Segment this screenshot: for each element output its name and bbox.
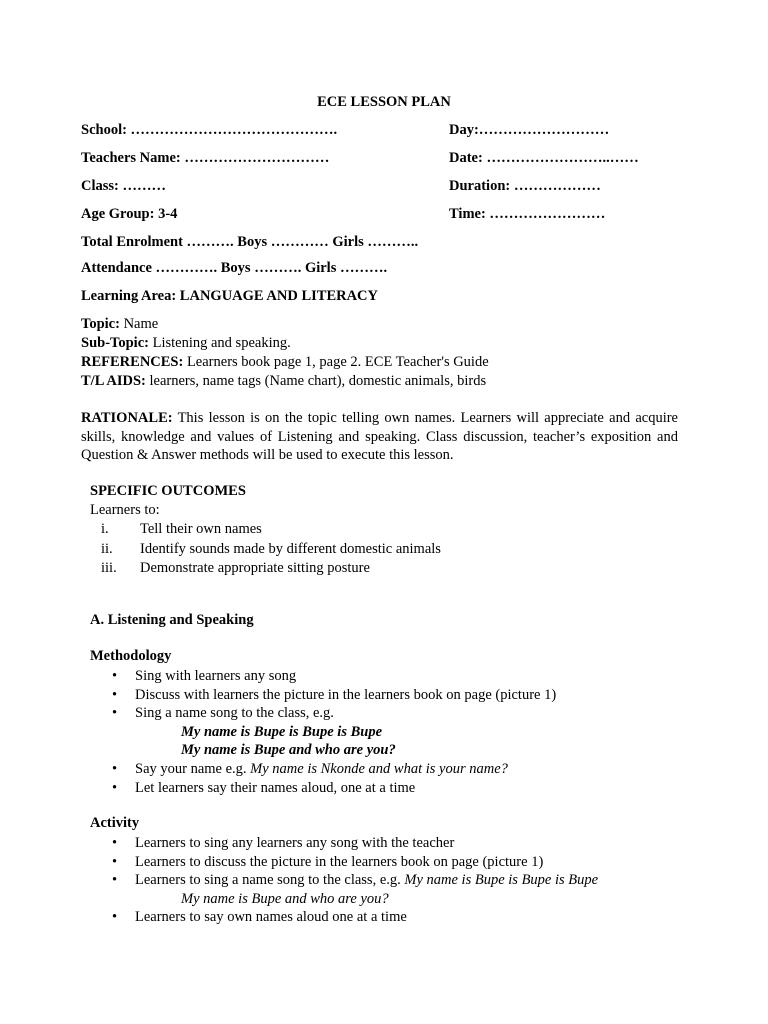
- list-number: i.: [101, 521, 109, 538]
- bullet: •: [112, 668, 118, 684]
- tl-aids-line: [81, 372, 678, 391]
- list-item: [90, 667, 710, 686]
- list-item-text: Learners to discuss the picture in the learners book on page (picture 1): [135, 853, 544, 870]
- methodology-heading: Methodology: [90, 648, 172, 664]
- subtopic-label: Sub-Topic:: [81, 335, 149, 351]
- school-field: School: …………………………………….: [81, 122, 338, 138]
- list-item-text: Tell their own names: [140, 521, 262, 538]
- list-item: [90, 704, 710, 723]
- list-item: [90, 686, 710, 705]
- list-item: [90, 779, 710, 798]
- bullet: •: [112, 760, 118, 777]
- bullet: •: [112, 705, 118, 722]
- topic-line: [81, 315, 678, 334]
- bullet: •: [112, 835, 118, 851]
- bullet: •: [112, 686, 118, 703]
- list-item-text: Learners to say own names aloud one at a time: [135, 909, 407, 926]
- attendance-field: Attendance …………. Boys ………. Girls ……….: [81, 260, 388, 276]
- list-item: [90, 871, 710, 890]
- list-item-text: Identify sounds made by different domestic animals: [140, 540, 441, 557]
- example-text: My name is Bupe is Bupe is Bupe: [404, 872, 599, 889]
- list-item-text: Learners to sing any learners any song with the teacher: [135, 835, 455, 851]
- song-line: My name is Bupe and who are you?: [181, 890, 389, 907]
- time-field: Time: ……………………: [449, 206, 606, 222]
- list-item: [90, 520, 690, 539]
- age-group-field: Age Group: 3-4: [81, 206, 178, 222]
- activity-list: [90, 834, 710, 927]
- list-item-text: Learners to sing a name song to the class, e.g.: [135, 872, 405, 889]
- references-line: [81, 353, 678, 372]
- outcomes-heading: SPECIFIC OUTCOMES: [90, 483, 246, 499]
- list-item: [90, 908, 710, 927]
- tl-aids-value: learners, name tags (Name chart), domestic animals, birds: [145, 373, 487, 389]
- date-field: Date: ……………………..……: [449, 150, 639, 166]
- bullet: •: [112, 909, 118, 926]
- bullet: •: [112, 779, 118, 796]
- topic-label: Topic:: [81, 316, 120, 332]
- total-enrolment-field: Total Enrolment ………. Boys ………… Girls ………..: [81, 234, 419, 250]
- learning-area: Learning Area: LANGUAGE AND LITERACY: [81, 288, 379, 304]
- day-field: Day:………………………: [449, 122, 610, 138]
- bullet: •: [112, 872, 118, 889]
- references-value: Learners book page 1, page 2. ECE Teacher's Guide: [183, 354, 489, 370]
- list-item-text: Sing with learners any song: [135, 668, 297, 684]
- rationale-label: RATIONALE:: [81, 410, 173, 426]
- section-heading: A. Listening and Speaking: [90, 612, 254, 628]
- methodology-list: [90, 667, 710, 797]
- rationale-paragraph: [81, 409, 678, 465]
- song-line: My name is Bupe and who are you?: [181, 742, 396, 759]
- outcomes-intro: Learners to:: [90, 502, 160, 519]
- list-item: [90, 834, 710, 853]
- list-number: ii.: [101, 540, 113, 557]
- activity-heading: Activity: [90, 815, 140, 831]
- references-label: REFERENCES:: [81, 354, 184, 370]
- list-item-text: Sing a name song to the class, e.g.: [135, 705, 334, 722]
- bullet: •: [112, 853, 118, 870]
- list-item: [90, 540, 690, 559]
- list-item-text: Let learners say their names aloud, one at a time: [135, 779, 416, 796]
- list-item: [90, 853, 710, 872]
- subtopic-value: Listening and speaking.: [148, 335, 291, 351]
- list-item-text: Demonstrate appropriate sitting posture: [140, 559, 370, 576]
- teachers-name-field: Teachers Name: …………………………: [81, 150, 330, 166]
- class-field: Class: ………: [81, 178, 166, 194]
- lesson-details: [81, 315, 678, 391]
- example-text: My name is Nkonde and what is your name?: [250, 760, 508, 777]
- page-title: ECE LESSON PLAN: [317, 94, 451, 110]
- list-item: [90, 760, 710, 779]
- outcomes-list: [90, 520, 690, 578]
- list-item: [90, 559, 690, 578]
- topic-value: Name: [119, 316, 159, 332]
- tl-aids-label: T/L AIDS:: [81, 373, 146, 389]
- rationale-text: This lesson is on the topic telling own names. Learners will appreciate and acquire skills, knowledge and values of Listening and speaking. Class discussion, teacher’s exposition and Question & Answer methods will be used to execute this lesson.: [81, 410, 678, 463]
- duration-field: Duration: ………………: [449, 178, 601, 194]
- list-item-text: Discuss with learners the picture in the learners book on page (picture 1): [135, 686, 557, 703]
- song-line: My name is Bupe is Bupe is Bupe: [181, 723, 383, 740]
- specific-outcomes: [90, 482, 690, 578]
- subtopic-line: [81, 334, 678, 353]
- list-number: iii.: [101, 559, 117, 576]
- list-item-text: Say your name e.g.: [135, 760, 251, 777]
